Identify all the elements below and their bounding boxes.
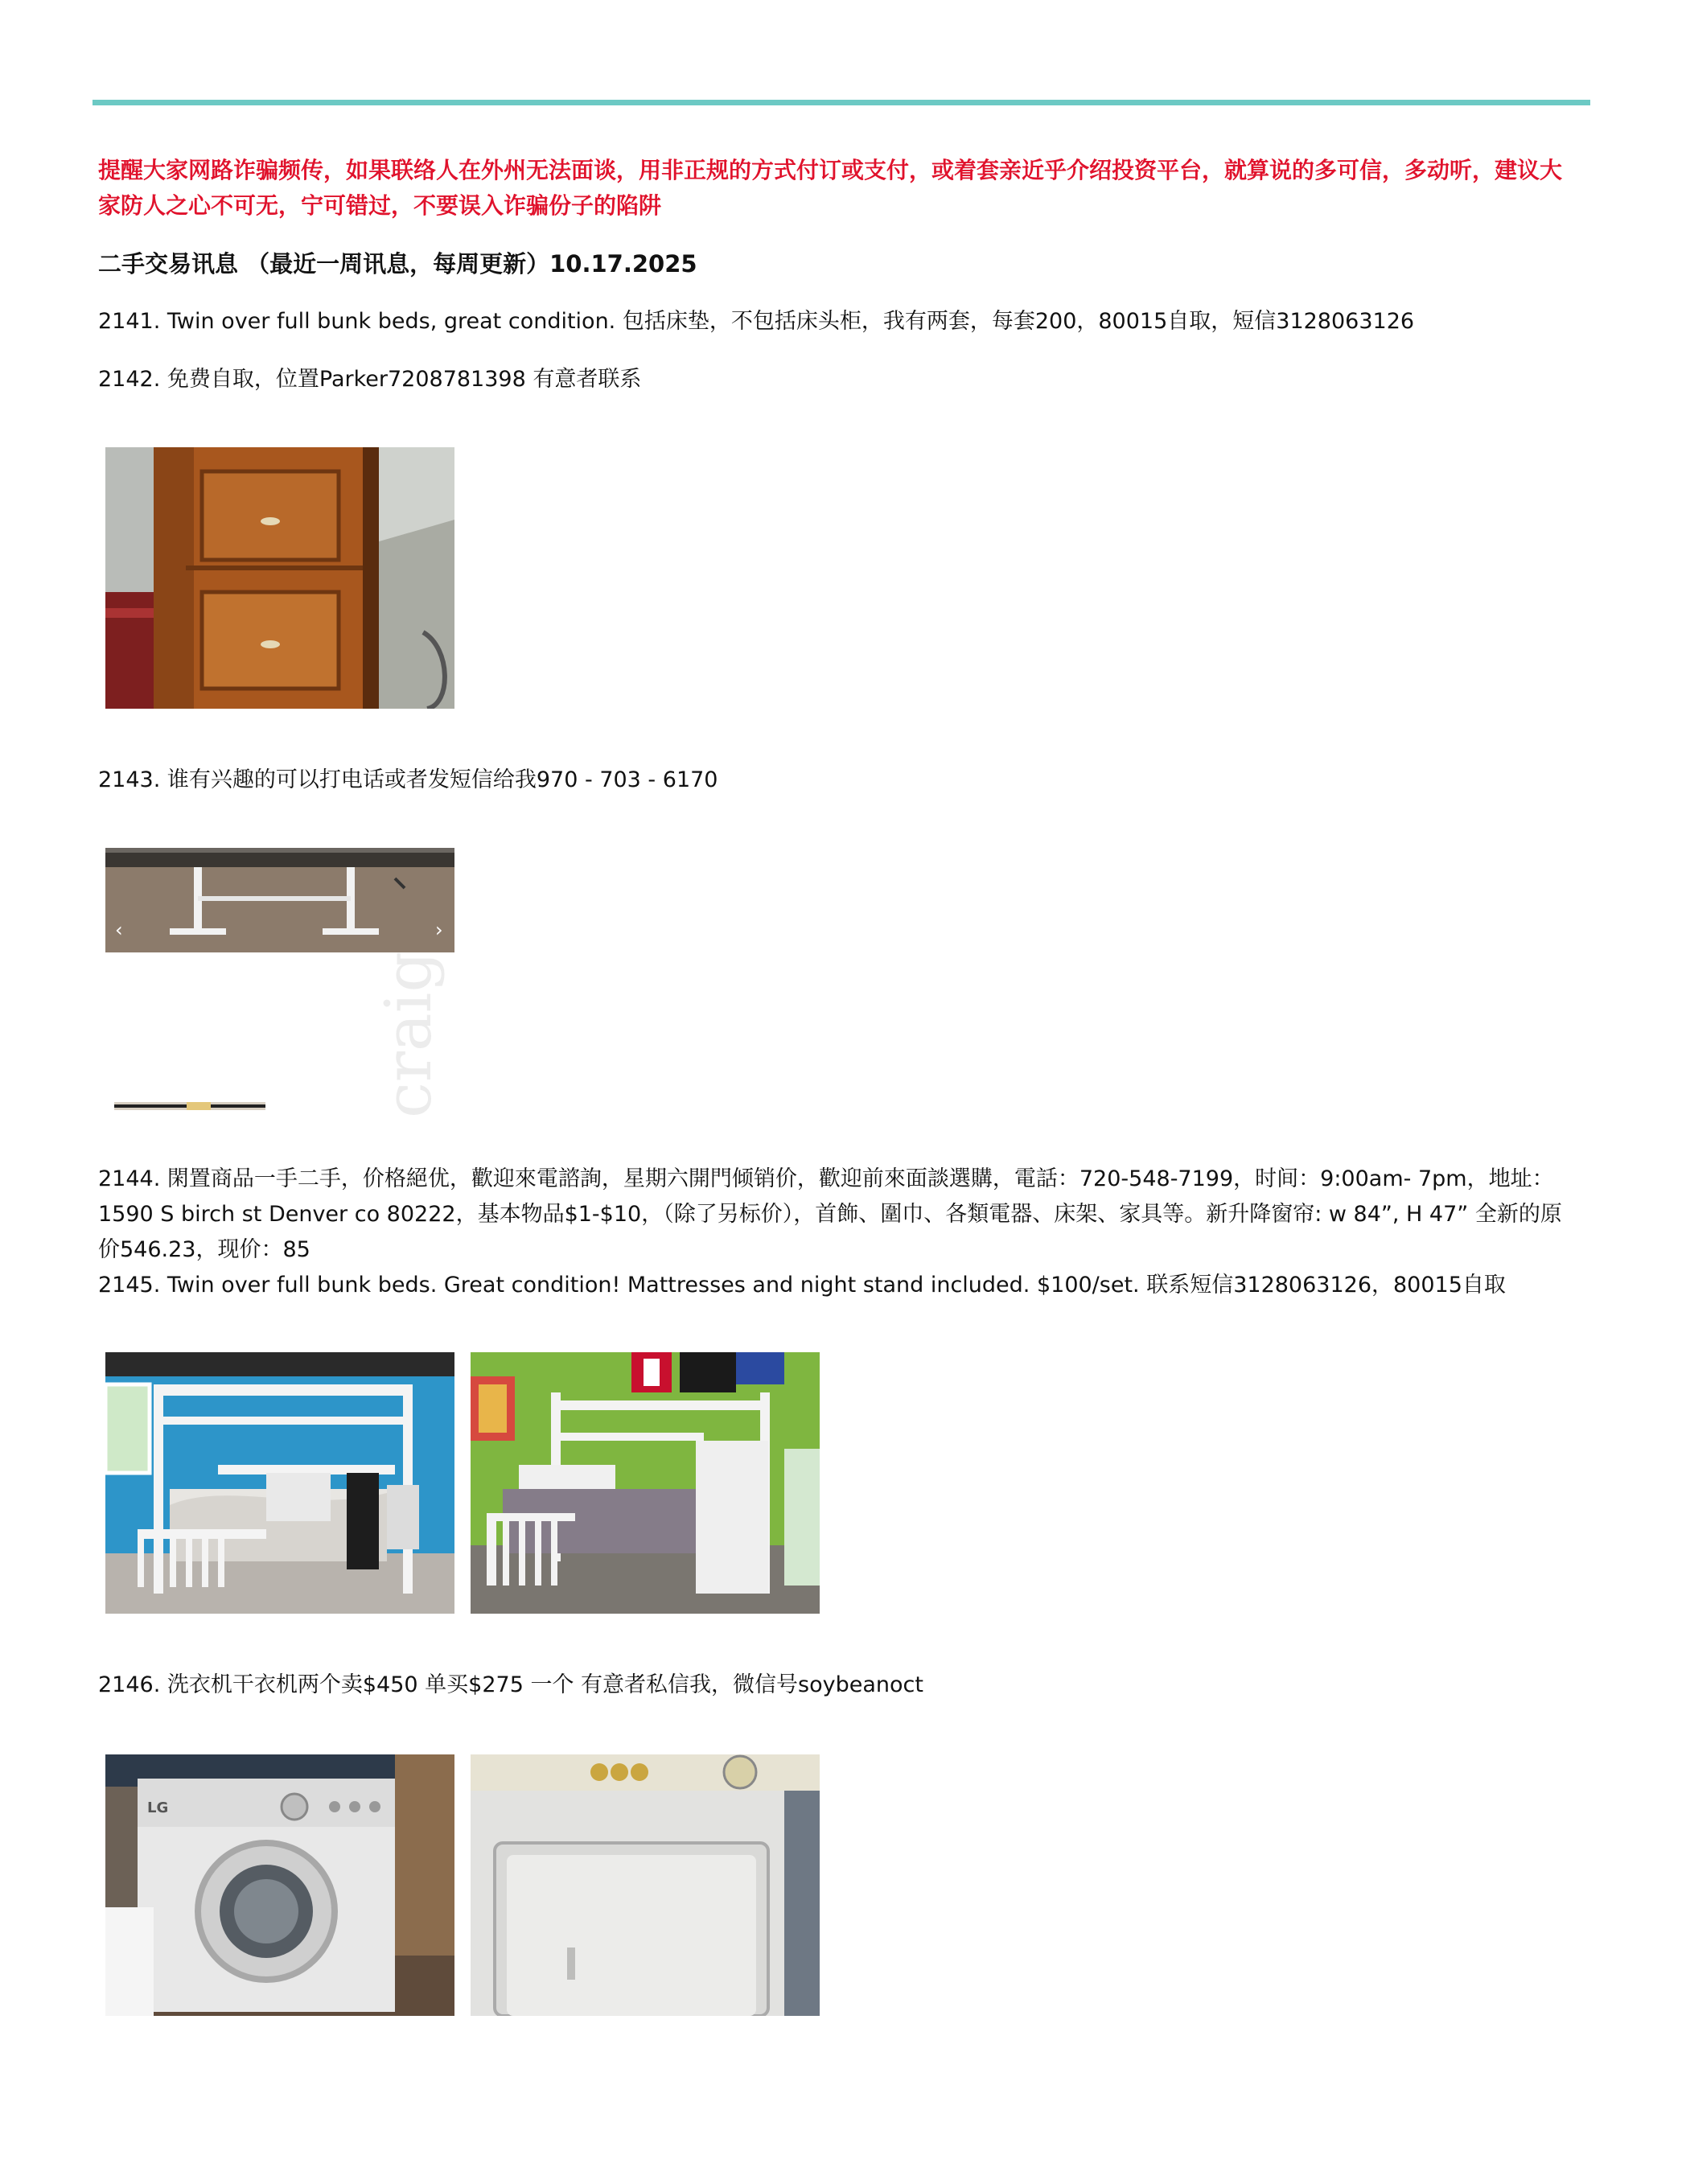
wooden-stairs-photo[interactable] xyxy=(105,447,454,709)
listing-2142: 2142. 免费自取，位置Parker7208781398 有意者联系 xyxy=(98,367,642,392)
desk-thumbnail-strip[interactable] xyxy=(114,1102,265,1110)
listing-2145: 2145. Twin over full bunk beds. Great condition! Mattresses and night stand included. $100/set. 联系短信3128063126，80015自取 xyxy=(98,1273,1506,1298)
bunk-bed-blue-room-photo[interactable] xyxy=(105,1352,454,1614)
dryer-photo[interactable] xyxy=(471,1754,820,2016)
carousel-next-icon[interactable]: › xyxy=(435,919,443,941)
washer-photo[interactable] xyxy=(105,1754,454,2016)
carousel-prev-icon[interactable]: ‹ xyxy=(115,919,123,941)
listing-2146: 2146. 洗衣机干衣机两个卖$450 单买$275 一个 有意者私信我，微信号soybeanoct xyxy=(98,1672,923,1697)
listing-2143: 2143. 谁有兴趣的可以打电话或者发短信给我970 - 703 - 6170 xyxy=(98,767,718,792)
listing-2144: 2144. 閑置商品一手二手，价格絕优，歡迎來電諮詢，星期六開門倾销价，歡迎前來面談選購，電話：720-548-7199，时间：9:00am- 7pm，地址：1590 S birch st Denver co 80222，基本物品$1-$10，（除了另标价），首飾、圍巾、各類電器、床架、家具等。新升降窗帘: w 84”, H 47” 全新的原价546.23，现价：85 xyxy=(98,1166,1562,1262)
scam-warning: 提醒大家网路诈骗频传，如果联络人在外州无法面谈，用非正规的方式付订或支付，或着套亲近乎介绍投资平台，就算说的多可信，多动听，建议大家防人之心不可无，宁可错过，不要误入诈骗份子的陷阱 xyxy=(98,157,1563,219)
page-title: 二手交易讯息 （最近一周讯息，每周更新）10.17.2025 xyxy=(98,250,697,278)
bunk-bed-green-room-photo[interactable] xyxy=(471,1352,820,1614)
listing-2141: 2141. Twin over full bunk beds, great condition. 包括床垫，不包括床头柜，我有两套，每套200，80015自取，短信3128063126 xyxy=(98,309,1415,334)
accent-divider xyxy=(93,100,1590,105)
standing-desk-photo[interactable] xyxy=(105,848,454,952)
craigslist-watermark xyxy=(370,949,459,1118)
svg-text:LG: LG xyxy=(147,1799,169,1816)
svg-text:craig: craig xyxy=(371,951,446,1118)
